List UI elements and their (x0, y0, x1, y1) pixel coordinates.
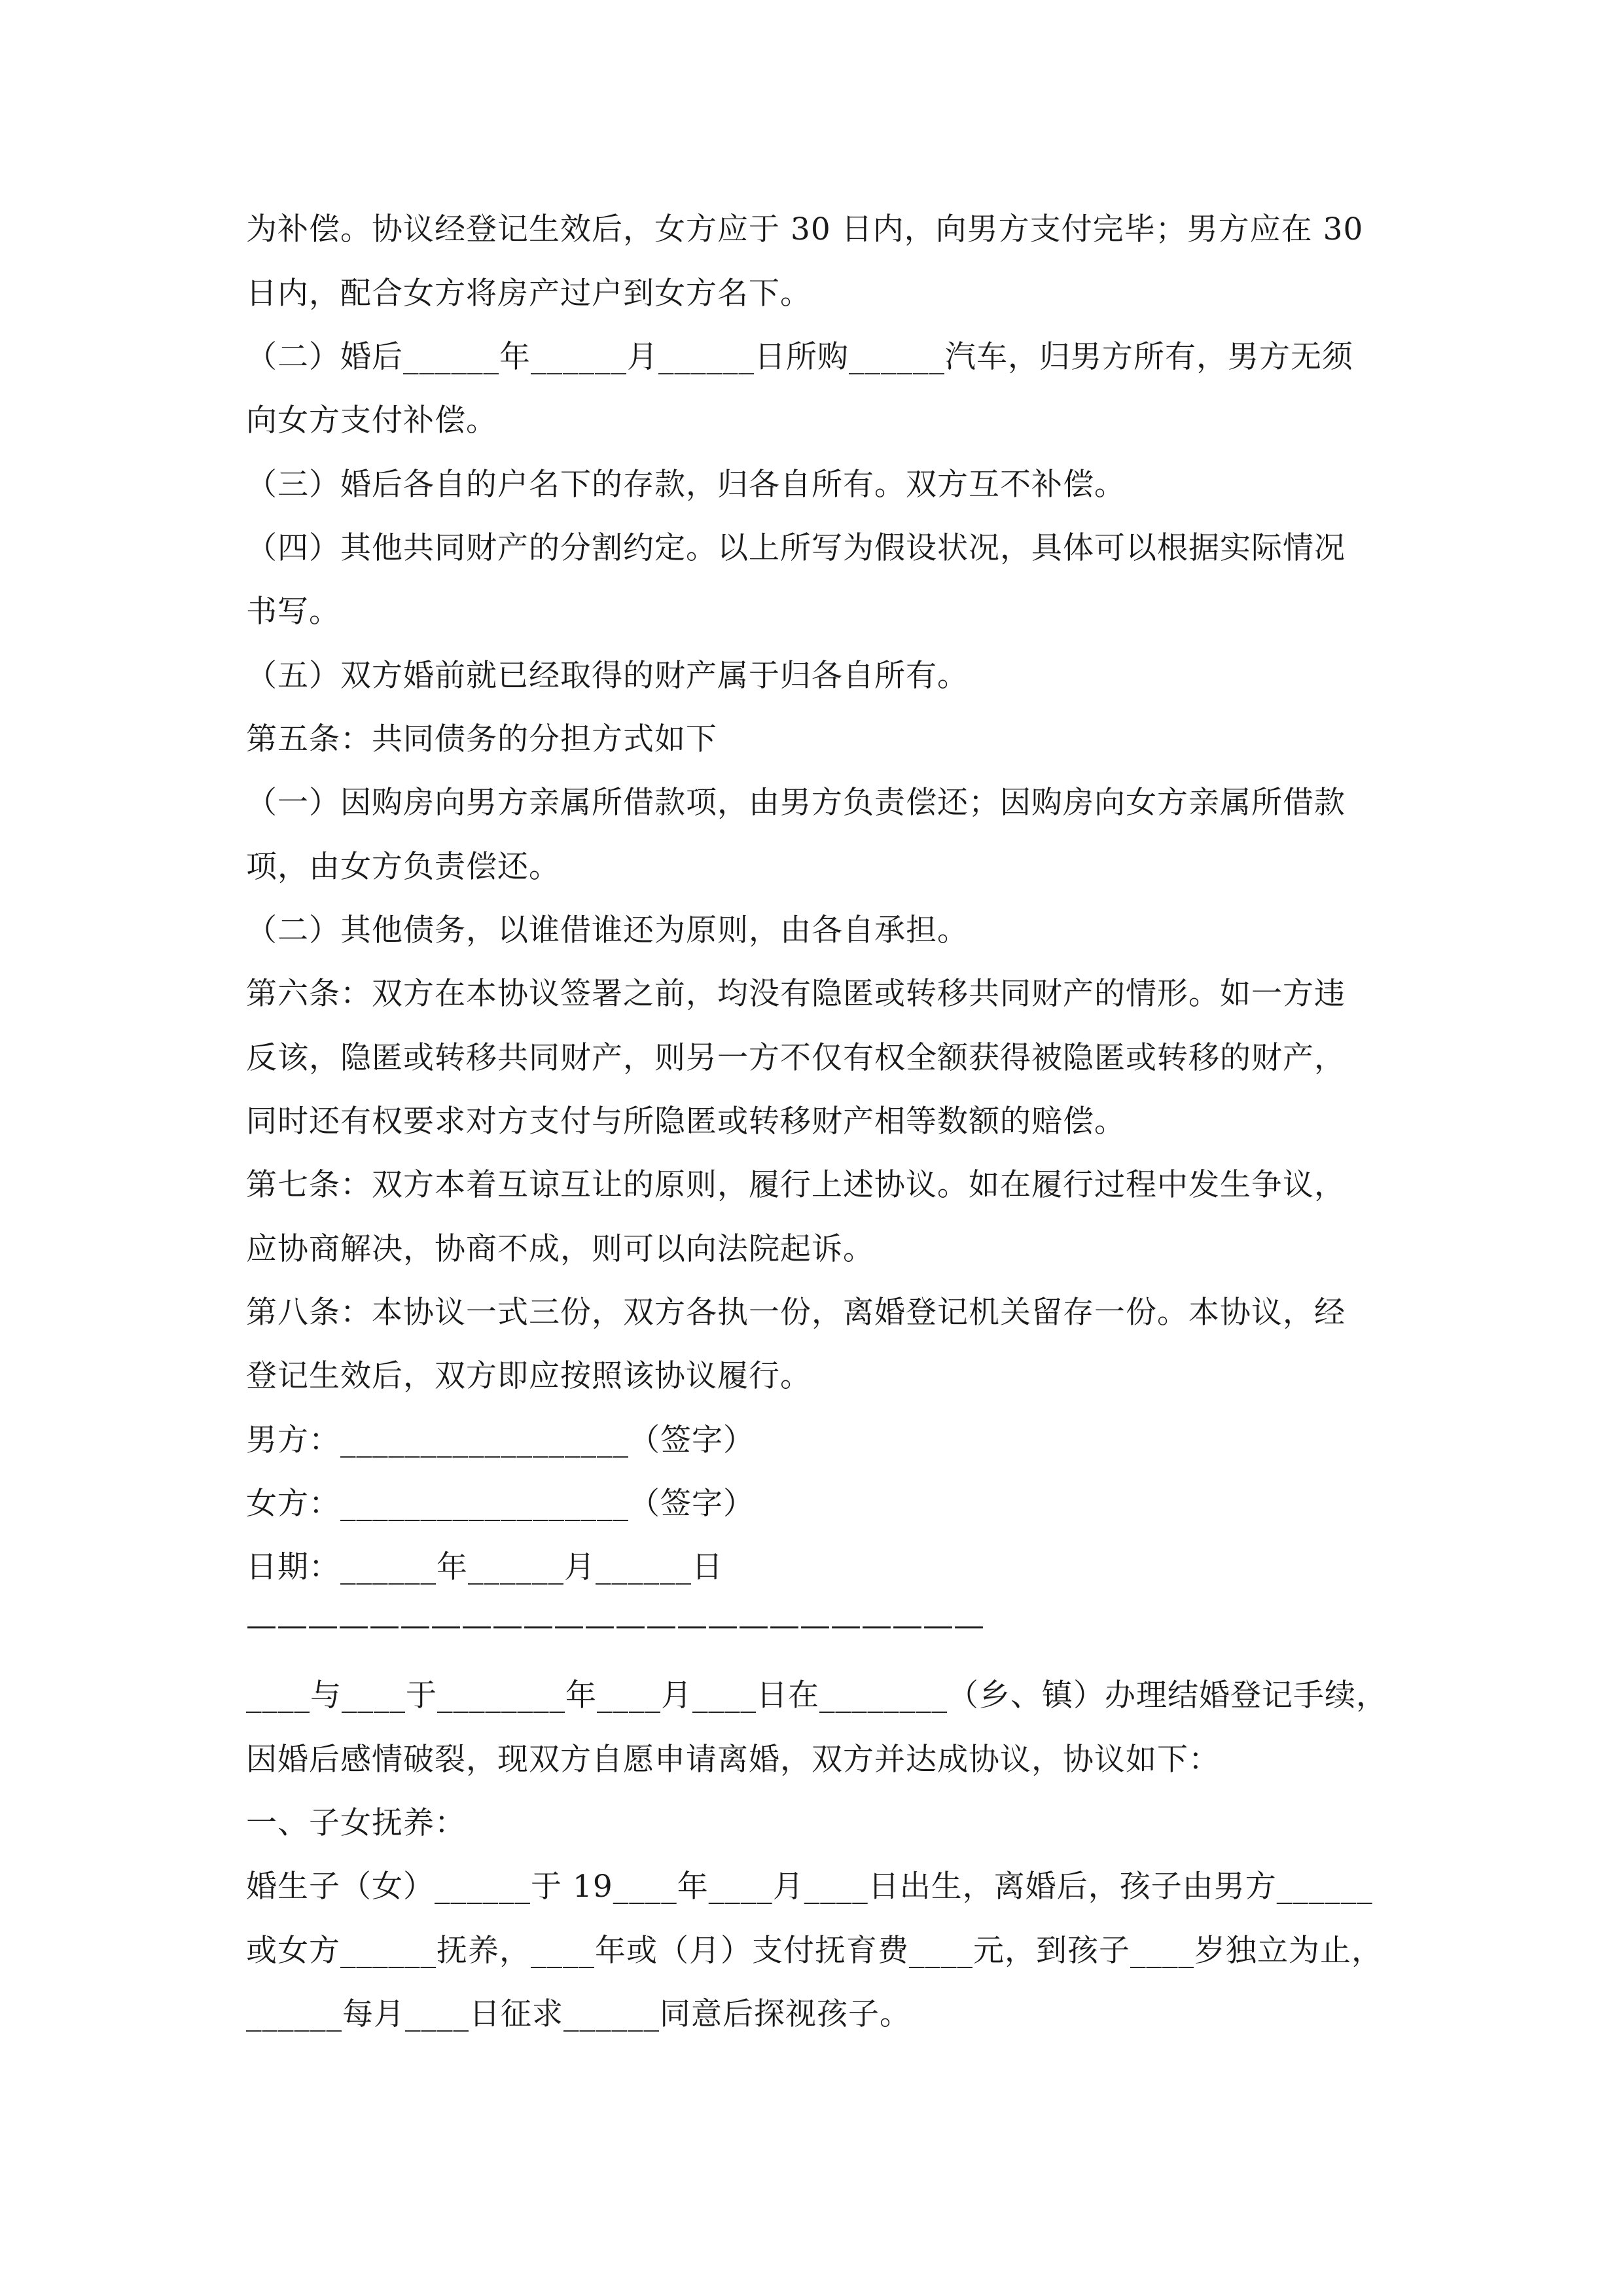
text-line: 反该，隐匿或转移共同财产，则另一方不仅有权全额获得被隐匿或转移的财产， (246, 1040, 1346, 1076)
text-line: ____与____于________年____月____日在________（乡、镇）办理结婚登记手续， (246, 1677, 1387, 1713)
section-heading: 第五条：共同债务的分担方式如下 (246, 721, 717, 757)
text-line: 应协商解决，协商不成，则可以向法院起诉。 (246, 1231, 874, 1267)
text-line: （三）婚后各自的户名下的存款，归各自所有。双方互不补偿。 (246, 467, 1126, 503)
text-line: 书写。 (246, 594, 340, 630)
signature-male-line: 男方：__________________（签字） (246, 1422, 755, 1458)
text-line: ______每月____日征求______同意后探视孩子。 (246, 1996, 911, 2032)
section-divider: ———————————————————————— (246, 1607, 984, 1643)
text-line: 为补偿。协议经登记生效后，女方应于 30 日内，向男方支付完毕；男方应在 30 (246, 211, 1364, 247)
text-line: 登记生效后，双方即应按照该协议履行。 (246, 1358, 812, 1394)
text-line: 第八条：本协议一式三份，双方各执一份，离婚登记机关留存一份。本协议，经 (246, 1295, 1346, 1331)
date-line: 日期：______年______月______日 (246, 1549, 723, 1585)
text-line: （四）其他共同财产的分割约定。以上所写为假设状况，具体可以根据实际情况 (246, 530, 1346, 566)
text-line: （五）双方婚前就已经取得的财产属于归各自所有。 (246, 658, 969, 694)
text-line: 或女方______抚养，____年或（月）支付抚育费____元，到孩子____岁独立为止， (246, 1933, 1383, 1969)
text-line: 第六条：双方在本协议签署之前，均没有隐匿或转移共同财产的情形。如一方违 (246, 976, 1346, 1012)
text-line: 项，由女方负责偿还。 (246, 849, 560, 885)
signature-female-line: 女方：__________________（签字） (246, 1486, 755, 1522)
text-line: 向女方支付补偿。 (246, 403, 497, 439)
text-line: 因婚后感情破裂，现双方自愿申请离婚，双方并达成协议，协议如下： (246, 1742, 1220, 1778)
text-line: （二）婚后______年______月______日所购______汽车，归男方所有，男方无须 (246, 339, 1353, 375)
section-heading: 一、子女抚养： (246, 1805, 466, 1841)
text-line: 婚生子（女）______于 19____年____月____日出生，离婚后，孩子由男方______ (246, 1869, 1373, 1905)
text-line: 同时还有权要求对方支付与所隐匿或转移财产相等数额的赔偿。 (246, 1103, 1126, 1139)
text-line: （二）其他债务，以谁借谁还为原则，由各自承担。 (246, 912, 969, 948)
text-line: 第七条：双方本着互谅互让的原则，履行上述协议。如在履行过程中发生争议， (246, 1167, 1346, 1203)
text-line: （一）因购房向男方亲属所借款项，由男方负责偿还；因购房向女方亲属所借款 (246, 785, 1346, 821)
text-line: 日内，配合女方将房产过户到女方名下。 (246, 276, 812, 312)
